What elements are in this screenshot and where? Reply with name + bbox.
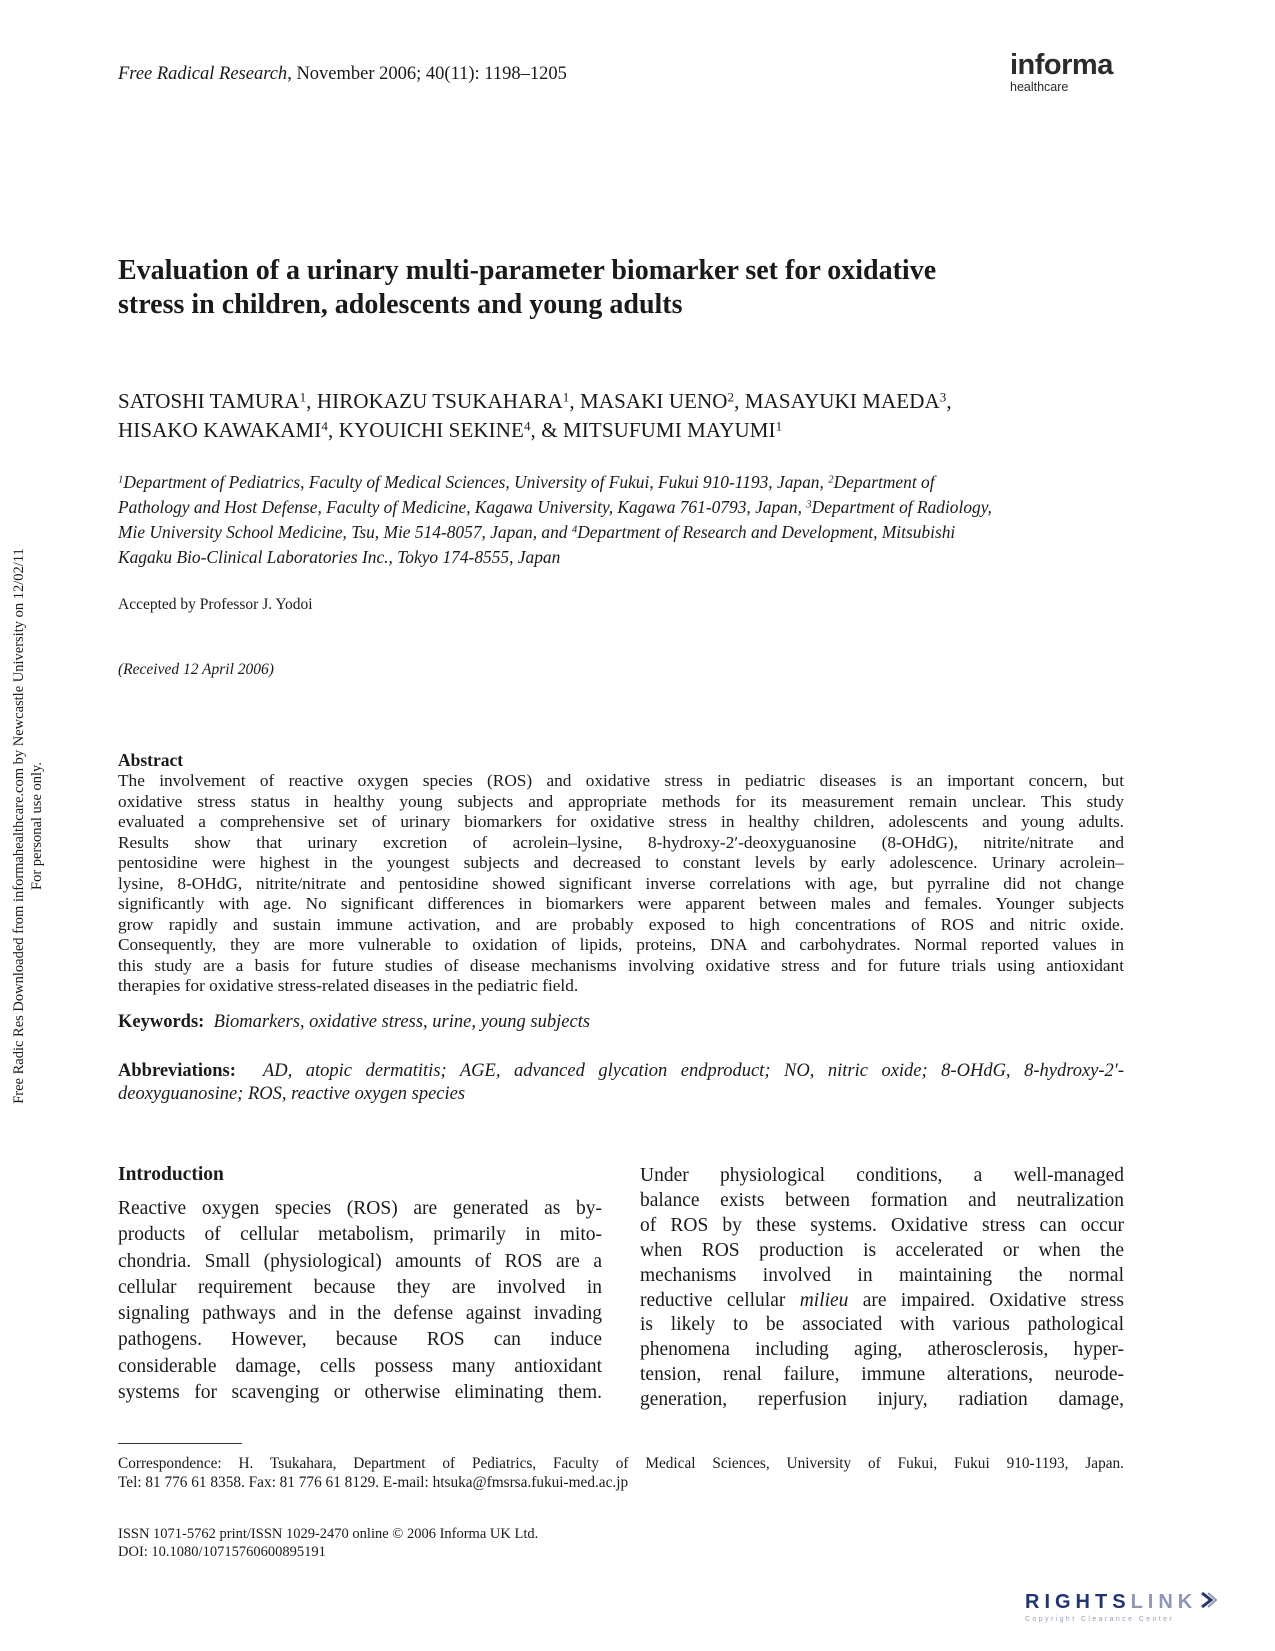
affiliation-number: 1 <box>118 473 124 486</box>
introduction-right-column <box>640 1164 1124 1413</box>
abstract-line: Consequently, they are more vulnerable to oxidation of lipids, proteins, DNA and carbohydrates. Normal reported values in <box>118 935 1124 954</box>
body-text: reductive cellular <box>640 1289 800 1311</box>
rightslink-arrow-icon <box>1199 1590 1217 1614</box>
abbreviations-text: AD, atopic dermatitis; AGE, advanced glycation endproduct; NO, nitric oxide; 8-OHdG, 8-hydroxy-2′- <box>262 1061 1124 1081</box>
keywords-value: Biomarkers, oxidative stress, urine, young subjects <box>213 1012 591 1032</box>
author-affiliation-mark: 2 <box>727 389 735 405</box>
affiliation-text: Department of Radiology, <box>811 497 992 517</box>
author-list <box>118 387 1128 445</box>
download-watermark-line2: For personal use only. <box>29 762 45 890</box>
body-line: is likely to be associated with various pathological <box>640 1314 1124 1336</box>
body-line: pathogens. However, because ROS can induce <box>118 1329 602 1351</box>
author-affiliation-mark: 4 <box>321 418 328 434</box>
abstract-line: pentosidine were highest in the youngest subjects and decreased to constant levels by early adolescence. Urinary acrolein– <box>118 853 1124 872</box>
body-line: mechanisms involved in maintaining the normal <box>640 1264 1124 1286</box>
abstract-line: The involvement of reactive oxygen species (ROS) and oxidative stress in pediatric diseases is an important concern, but <box>118 771 1124 790</box>
publisher-logo <box>1010 50 1113 94</box>
abstract-line: grow rapidly and sustain immune activation, and are probably exposed to high concentrations of ROS and nitric oxide. <box>118 914 1124 934</box>
author-affiliation-mark: 1 <box>299 389 307 405</box>
author-name: MASAYUKI MAEDA <box>744 389 940 413</box>
affiliation-text: Department of Pediatrics, Faculty of Medical Sciences, University of Fukui, Fukui 910-1193, Japan, <box>123 472 829 492</box>
author-name: HISAKO KAWAKAMI <box>118 418 322 442</box>
download-watermark-line1: Free Radic Res Downloaded from informahealthcare.com by Newcastle University on 12/02/11 <box>11 548 27 1104</box>
abstract-body <box>118 771 1124 997</box>
author-separator: , <box>946 389 952 413</box>
body-line: tension, renal failure, immune alterations, neurode- <box>640 1364 1124 1386</box>
affiliation-number: 4 <box>571 523 578 536</box>
accepted-by: Accepted by Professor J. Yodoi <box>118 596 313 613</box>
affiliation-line <box>118 495 1128 520</box>
author-separator: , <box>530 418 542 442</box>
abstract-line: lysine, 8-OHdG, nitrite/nitrate and pentosidine showed significant inverse correlations with age, but pyrraline did not change <box>118 873 1124 893</box>
abstract-line: oxidative stress status in healthy young subjects and appropriate methods for its measurement remain unclear. This study <box>118 791 1124 811</box>
issn-doi <box>118 1526 538 1561</box>
article-title-line1: Evaluation of a urinary multi-parameter biomarker set for oxidative <box>118 255 937 286</box>
download-watermark <box>10 506 70 1146</box>
body-line: of ROS by these systems. Oxidative stress can occur <box>640 1214 1124 1236</box>
author-name: SATOSHI TAMURA <box>118 389 300 413</box>
keywords <box>118 1012 590 1033</box>
body-line: considerable damage, cells possess many antioxidant <box>118 1355 602 1377</box>
author-affiliation-mark: 1 <box>562 389 570 405</box>
author-affiliation-mark: 1 <box>775 418 783 434</box>
journal-details: , November 2006; 40(11): 1198–1205 <box>287 64 567 84</box>
body-italic-term: milieu <box>799 1289 849 1311</box>
body-line: systems for scavenging or otherwise eliminating them. <box>118 1382 602 1404</box>
body-line: generation, reperfusion injury, radiation damage, <box>640 1389 1124 1411</box>
affiliation-text: Mie University School Medicine, Tsu, Mie 514-8057, Japan, and <box>118 522 572 542</box>
affiliation-line: Kagaku Bio-Clinical Laboratories Inc., Tokyo 174-8555, Japan <box>118 547 561 567</box>
body-line: products of cellular metabolism, primarily in mito- <box>118 1224 602 1246</box>
author-line-1 <box>118 387 1128 416</box>
correspondence-footnote <box>118 1455 1124 1492</box>
journal-citation <box>118 64 567 85</box>
abstract-heading: Abstract <box>118 750 184 770</box>
article-title-line2: stress in children, adolescents and young adults <box>118 289 683 320</box>
body-line: chondria. Small (physiological) amounts of ROS are a <box>118 1250 602 1272</box>
body-line: signaling pathways and in the defense against invading <box>118 1303 602 1325</box>
abstract-line: this study are a basis for future studies of disease mechanisms involving oxidative stress and for future trials using antioxidant <box>118 955 1124 975</box>
affiliation-line <box>118 470 1128 495</box>
author-affiliation-mark: 4 <box>523 418 531 434</box>
article-title <box>118 254 1128 322</box>
abstract-line: therapies for oxidative stress-related diseases in the pediatric field. <box>118 976 579 995</box>
author-name: & MITSUFUMI MAYUMI <box>541 418 776 442</box>
body-line <box>640 1289 1124 1314</box>
author-separator: , <box>306 389 317 413</box>
affiliation-text: Pathology and Host Defense, Faculty of Medicine, Kagawa University, Kagawa 761-0793, Japan, <box>118 497 807 517</box>
abbreviations-label: Abbreviations: <box>118 1061 236 1081</box>
journal-name: Free Radical Research <box>118 64 288 84</box>
author-name: MASAKI UENO <box>580 389 728 413</box>
abstract-line: significantly with age. No significant differences in biomarkers were apparent between males and females. Younger subjects <box>118 894 1124 913</box>
correspondence-line: Correspondence: H. Tsukahara, Department of Pediatrics, Faculty of Medical Sciences, University of Fukui, Fukui 910-1193, Japan. <box>118 1455 1124 1472</box>
abbreviations <box>118 1060 1124 1106</box>
issn-line: ISSN 1071-5762 print/ISSN 1029-2470 online © 2006 Informa UK Ltd. <box>118 1526 539 1542</box>
correspondence-line: Tel: 81 776 61 8358. Fax: 81 776 61 8129. E-mail: htsuka@fmsrsa.fukui-med.ac.jp <box>118 1473 629 1491</box>
body-line: balance exists between formation and neutralization <box>640 1189 1124 1211</box>
abbreviations-line <box>118 1060 1124 1083</box>
footnote-rule <box>118 1443 242 1444</box>
affiliation-number: 3 <box>806 498 812 511</box>
rightslink-logo <box>1025 1590 1217 1624</box>
publisher-logo-sub: healthcare <box>1010 80 1069 94</box>
author-name: HIROKAZU TSUKAHARA <box>316 389 563 413</box>
affiliation-text: Department of Research and Development, Mitsubishi <box>577 522 956 542</box>
introduction-heading: Introduction <box>118 1164 224 1185</box>
doi-line: DOI: 10.1080/10715760600895191 <box>118 1543 326 1560</box>
abbreviations-line <box>118 1083 1124 1106</box>
received-date: (Received 12 April 2006) <box>118 661 274 678</box>
body-text: are impaired. Oxidative stress <box>848 1289 1124 1311</box>
author-separator: , <box>328 418 339 442</box>
author-line-2 <box>118 416 1128 445</box>
rightslink-subtitle: Copyright Clearance Center <box>1025 1616 1175 1623</box>
abbreviations-text: deoxyguanosine; ROS, reactive oxygen species <box>118 1084 466 1104</box>
affiliations <box>118 470 1128 570</box>
rightslink-part1: RIGHTS <box>1025 1591 1131 1613</box>
publisher-logo-main: informa <box>1010 49 1113 81</box>
rightslink-wordmark <box>1025 1590 1217 1614</box>
body-line: when ROS production is accelerated or when the <box>640 1239 1124 1261</box>
body-line: cellular requirement because they are involved in <box>118 1276 602 1298</box>
introduction-left-column <box>118 1196 602 1406</box>
affiliation-number: 2 <box>828 473 834 486</box>
body-line: Under physiological conditions, a well-managed <box>640 1165 1124 1186</box>
affiliation-text: Department of <box>833 472 935 492</box>
body-line: Reactive oxygen species (ROS) are generated as by- <box>118 1198 602 1219</box>
keywords-label: Keywords: <box>118 1012 205 1032</box>
author-name: KYOUICHI SEKINE <box>338 418 524 442</box>
author-affiliation-mark: 3 <box>939 389 947 405</box>
abstract-line: evaluated a comprehensive set of urinary biomarkers for oxidative stress in healthy children, adolescents and young adults. <box>118 812 1124 831</box>
abstract-line: Results show that urinary excretion of acrolein–lysine, 8-hydroxy-2′-deoxyguanosine (8-OHdG), nitrite/nitrate and <box>118 832 1124 852</box>
rightslink-part2: LINK <box>1130 1591 1198 1613</box>
affiliation-line <box>118 520 1128 545</box>
body-line: phenomena including aging, atherosclerosis, hyper- <box>640 1339 1124 1361</box>
author-separator: , <box>569 389 581 413</box>
author-separator: , <box>734 389 745 413</box>
